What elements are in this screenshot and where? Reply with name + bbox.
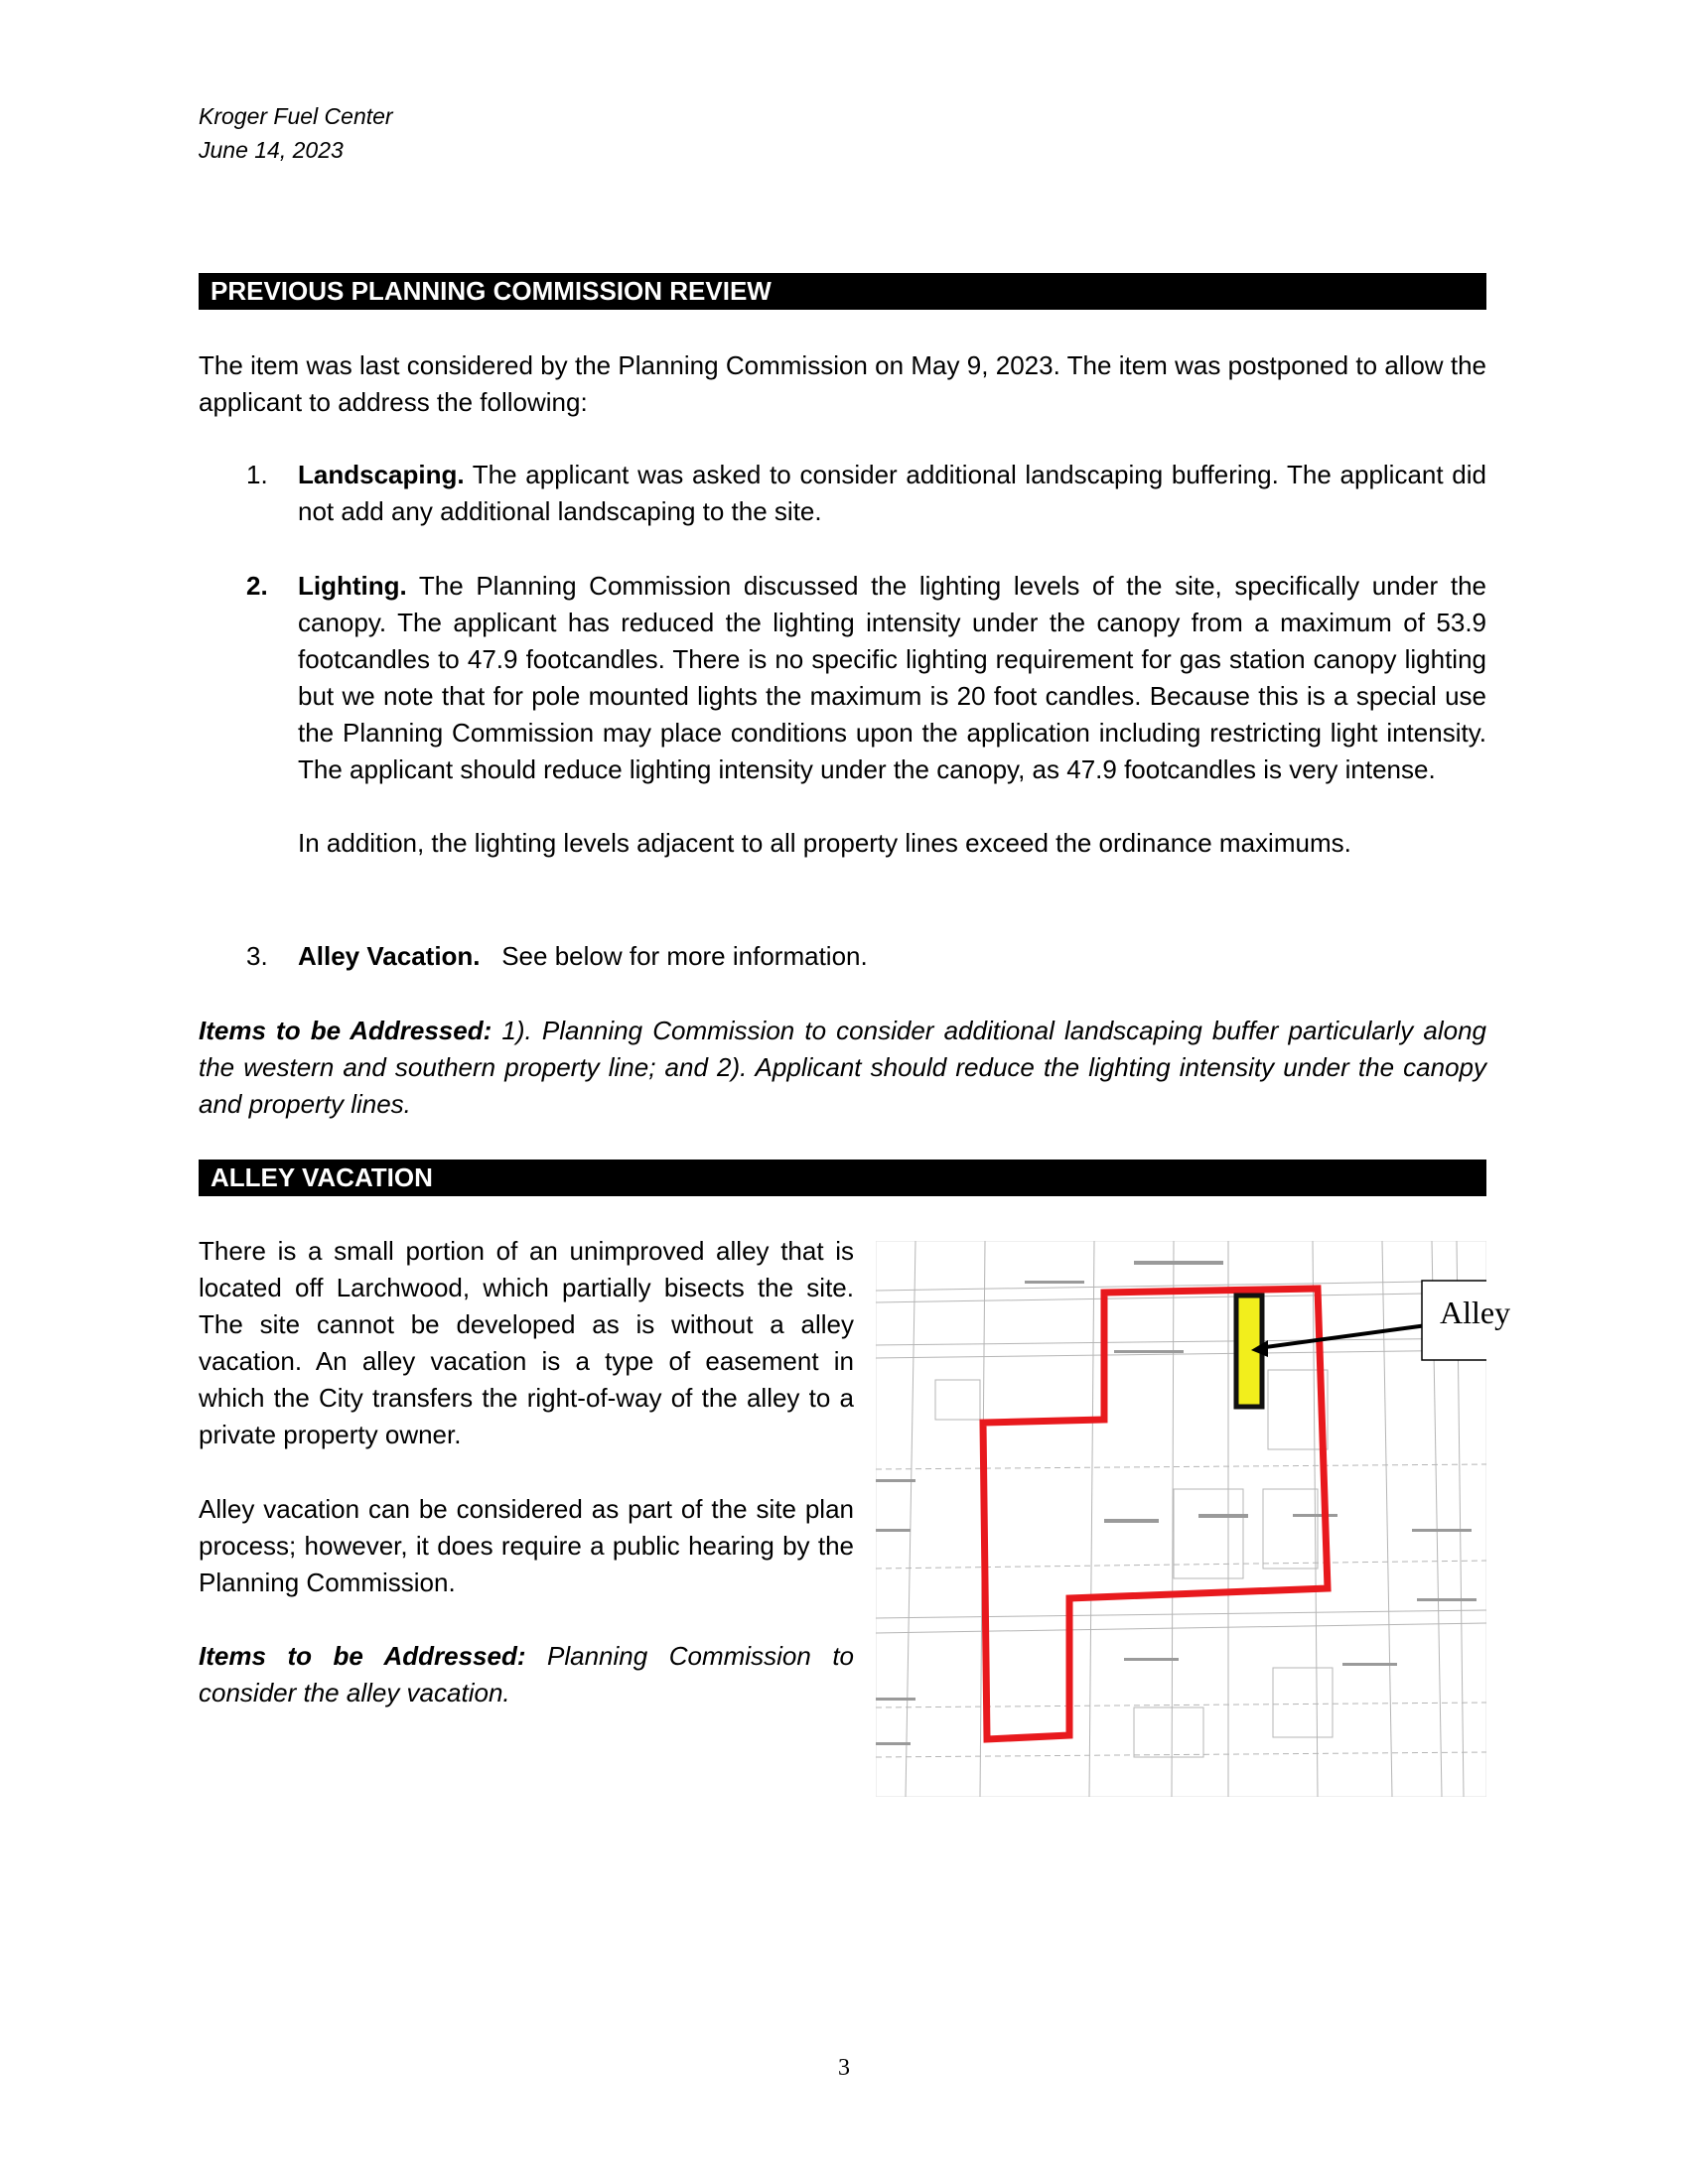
list-item-title: Landscaping.: [298, 460, 465, 489]
section-heading-previous-review: PREVIOUS PLANNING COMMISSION REVIEW: [199, 273, 1486, 310]
callout-arrow-line: [1258, 1325, 1427, 1348]
list-item-title: Lighting.: [298, 571, 407, 601]
list-number: 1.: [246, 460, 268, 489]
header-date: June 14, 2023: [199, 137, 344, 163]
list-item-title: Alley Vacation.: [298, 941, 481, 971]
items-addressed-text: 1). Planning Commission to consider additional landscaping buffer particularly along the western and southern property line; and 2). Applicant should reduce the lighting intensity under the canopy and property lines.: [199, 1016, 1487, 1119]
site-plan-map: [876, 1241, 1511, 1797]
page-number: 3: [838, 2055, 850, 2081]
list-item-alley-vacation: [246, 938, 1486, 975]
list-item-text: The Planning Commission discussed the lighting levels of the site, specifically under the canopy. The applicant has reduced the lighting intensity under the canopy from a maximum of 53.9 footcandles to 47.9 footcandles. There is no specific lighting requirement for gas station canopy lighting but we note that for pole mounted lights the maximum is 20 foot candles. Because this is a special use the Planning Commission may place conditions upon the application including restricting light intensity. The applicant should reduce lighting intensity under the canopy, as 47.9 footcandles is very intense.: [298, 571, 1486, 784]
alley-callout-label: Alley: [1440, 1295, 1511, 1330]
items-addressed-text: Planning Commission to consider the alley vacation.: [199, 1641, 854, 1707]
list-number: 3.: [246, 941, 268, 971]
site-plan-drawing: [876, 1241, 1486, 1797]
items-to-address-2: [199, 1638, 854, 1711]
alley-paragraph-1: There is a small portion of an unimproved alley that is located off Larchwood, which partially bisects the site. The site cannot be developed as is without a alley vacation. An alley vacation is a type of easement in which the City transfers the right-of-way of the alley to a private property owner.: [199, 1236, 854, 1449]
list-item-text: See below for more information.: [480, 941, 868, 971]
items-to-address-1: [199, 1013, 1486, 1123]
list-number: 2.: [246, 571, 268, 601]
list-item-extra: In addition, the lighting levels adjacent to all property lines exceed the ordinance maximums.: [298, 828, 1351, 858]
list-item-lighting: [246, 568, 1486, 862]
header-title: Kroger Fuel Center: [199, 103, 393, 129]
plan-linework: [876, 1241, 1486, 1797]
alley-paragraph-2: Alley vacation can be considered as part of the site plan process; however, it does require a public hearing by the Planning Commission.: [199, 1494, 854, 1597]
intro-paragraph: The item was last considered by the Planning Commission on May 9, 2023. The item was postponed to allow the applicant to address the following:: [199, 350, 1486, 417]
items-addressed-label: Items to be Addressed:: [199, 1641, 526, 1671]
list-item-landscaping: [246, 457, 1486, 530]
items-addressed-label: Items to be Addressed:: [199, 1016, 492, 1045]
list-item-text: The applicant was asked to consider additional landscaping buffering. The applicant did not add any additional landscaping to the site.: [298, 460, 1486, 526]
section-heading-alley-vacation: ALLEY VACATION: [199, 1160, 1486, 1196]
document-header: [199, 99, 393, 167]
